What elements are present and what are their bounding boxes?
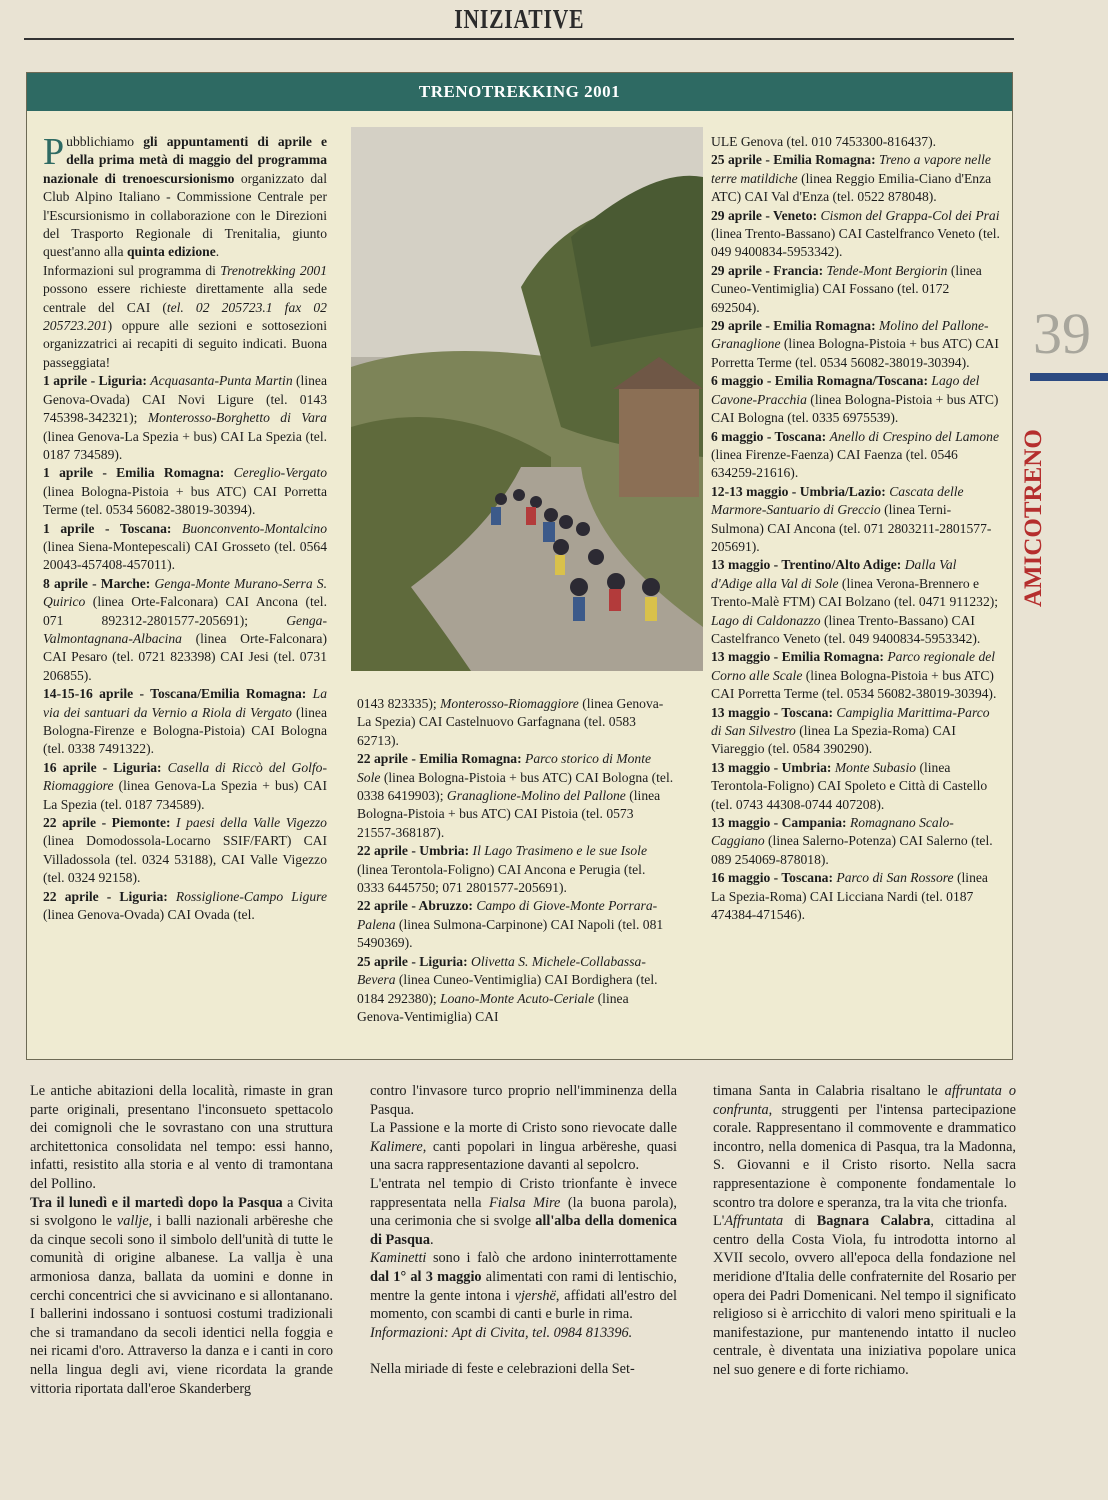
event-route: La via dei santuari da Vernio a Riola di Vergato — [43, 686, 327, 720]
event-date: 12-13 maggio - Umbria/Lazio: — [711, 483, 886, 499]
event-date: 29 aprile - Veneto: — [711, 207, 818, 223]
event-entry — [43, 464, 327, 519]
intro-text-2: organizzato dal Club Alpino Italiano - Commissione Centrale per l'Escursionismo in collaborazione con le Direzioni del Trasporto Regionale di Trenitalia, giunto quest'anno alla — [43, 170, 327, 260]
event-entry — [711, 814, 1001, 869]
article-paragraph — [370, 1119, 677, 1175]
event-route-2: Granaglione-Molino del Pallone — [446, 788, 626, 804]
article-text: La Passione e la morte di Cristo sono rievocate dalle — [370, 1120, 677, 1137]
article-bold: all'alba della domenica di Pasqua — [370, 1213, 677, 1248]
article-italic: Affruntata — [724, 1213, 784, 1230]
event-date: 22 aprile - Umbria: — [357, 843, 470, 859]
article-text: , cittadina al centro della Costa Viola, fu introdotta intorno al XVII secolo, ovvero all'epoca della fondazione nel meridione d'Italia delle confraternite del Rosario per opera dei Padri Domenicani. Nel tempo il significato religioso si è arricchito di valori meno spirituali e la manifestazione, pur mantenendo intatto il nucleo centrale, è diventata una iniziativa popolare unica nel suo genere e di forte richiamo. — [713, 1213, 1016, 1378]
event-entry — [357, 897, 675, 952]
event-entry — [711, 262, 1001, 317]
article-paragraph: Nella miriade di feste e celebrazioni della Set- — [370, 1361, 635, 1378]
event-details: (linea Genova-La Spezia + bus) CAI La Spezia (tel. 0187 734589). — [43, 778, 327, 812]
event-entry — [711, 556, 1001, 648]
article-bold: Bagnara Calabra — [816, 1213, 931, 1230]
article-italic: Kaminetti — [370, 1250, 427, 1267]
box-title: TRENOTREKKING 2001 — [27, 73, 1012, 111]
info-italic: Trenotrekking 2001 — [220, 262, 328, 278]
event-details: (linea Genova-Ovada) CAI Novi Ligure (tel. 0143 745398-342321); — [43, 373, 327, 426]
event-details: (linea Firenze-Faenza) CAI Faenza (tel. 0546 634259-21616). — [711, 446, 958, 481]
article-column-2 — [370, 1082, 677, 1379]
event-route: Parco regionale del Corno alle Scale — [711, 649, 996, 683]
event-details: (linea Bologna-Pistoia + bus ATC) CAI Porretta Terme (tel. 0534 56082-38019-30394). — [43, 483, 327, 518]
event-route-2: Monterosso-Borghetto di Vara — [147, 410, 327, 426]
intro-bold-2: quinta edizione — [127, 244, 216, 260]
intro-text-3: . — [215, 244, 220, 260]
event-route: Campiglia Marittima-Parco di San Silvestro — [711, 704, 990, 738]
event-details: (linea Bologna-Pistoia + bus ATC) CAI Bologna (tel. 0338 6419903); — [357, 769, 674, 804]
article-text: di — [783, 1213, 817, 1230]
event-route: Il Lago Trasimeno e le sue Isole — [472, 843, 647, 859]
info-text-2: possono essere richieste direttamente alla sede centrale del CAI ( — [43, 281, 327, 315]
event-date: 16 aprile - Liguria: — [43, 759, 162, 775]
event-date: 22 aprile - Liguria: — [43, 888, 168, 904]
event-entry — [357, 750, 675, 842]
event-entry — [711, 483, 1001, 557]
section-header — [24, 4, 1014, 40]
event-entry — [357, 953, 675, 1027]
article-text: alimentati con rami di lentischio, mentre la gente intona i — [370, 1268, 677, 1304]
event-date: 8 aprile - Marche: — [43, 575, 151, 591]
event-route: Dalla Val d'Adige alla Val di Sole — [711, 557, 957, 591]
event-date: 6 maggio - Emilia Romagna/Toscana: — [711, 373, 929, 389]
event-date: 25 aprile - Liguria: — [357, 953, 468, 969]
event-date: 1 aprile - Toscana: — [43, 520, 172, 536]
event-details: (linea Bologna-Firenze e Bologna-Pistoia) CAI Bologna (tel. 0338 7491322). — [43, 704, 327, 757]
intro-text: ubblichiamo — [66, 134, 144, 149]
box-column-2 — [357, 695, 675, 1026]
intro-bold: gli appuntamenti di aprile e della prima metà di maggio del programma nazionale di trenoescursionismo — [43, 134, 328, 186]
article-text: , struggenti per l'intensa partecipazione corale. Rappresentano il commovente e drammatico incontro, nella domenica di Pasqua, tra la Madonna, S. Giovanni e il Cristo risorto. Nella sacra rappresentazione è componente fondamentale lo scontro tra dolore e speranza, tra la vita che trionfa. — [713, 1101, 1016, 1211]
event-date: 13 maggio - Emilia Romagna: — [711, 649, 884, 665]
event-route: Romagnano Scalo-Caggiano — [711, 815, 954, 849]
event-details-2: (linea Trento-Bassano) CAI Castelfranco Veneto (tel. 049 9400834-5953342). — [711, 612, 981, 646]
info-text-3: ) oppure alle sezioni e sottosezioni organizzatrici ai recapiti di seguito indicati. Buona passeggiata! — [43, 318, 327, 370]
article-text: L' — [713, 1213, 725, 1230]
sidebar-accent-bar — [1030, 373, 1108, 381]
event-list-1 — [43, 372, 327, 924]
event-entry — [711, 207, 1001, 262]
event-date: 25 aprile - Emilia Romagna: — [711, 152, 876, 168]
page-number: 39 — [1033, 301, 1091, 366]
article-text: . — [430, 1231, 434, 1248]
event-details-2: (linea Genova-La Spezia + bus) CAI La Spezia (tel. 0187 734589). — [43, 428, 327, 462]
event-entry — [43, 372, 327, 464]
event-date: 22 aprile - Piemonte: — [43, 815, 171, 831]
event-details: (linea Bologna-Pistoia + bus ATC) CAI Porretta Terme (tel. 0534 56082-38019-30394). — [711, 667, 997, 702]
info-phone: tel. 02 205723.1 fax 02 205723.201 — [43, 299, 327, 334]
event-route: Treno a vapore nelle terre matildiche — [711, 152, 991, 186]
event-entry — [711, 428, 1001, 483]
event-route: Parco storico di Monte Sole — [357, 751, 652, 785]
box-column-1 — [43, 133, 327, 924]
event-entry — [711, 759, 1001, 814]
event-date: 22 aprile - Emilia Romagna: — [357, 751, 522, 767]
continued-text-2: (linea Genova-La Spezia) CAI Castelnuovo Garfagnana (tel. 0583 62713). — [357, 696, 664, 748]
event-date: 29 aprile - Francia: — [711, 262, 824, 278]
event-continuation — [357, 695, 675, 750]
event-date: 22 aprile - Abruzzo: — [357, 898, 473, 914]
event-details: (linea Reggio Emilia-Ciano d'Enza ATC) CAI Val d'Enza (tel. 0522 878048). — [711, 170, 992, 205]
event-route: Lago del Cavone-Pracchia — [711, 373, 980, 407]
event-details-2: (linea Bologna-Pistoia + bus ATC) CAI Pistoia (tel. 0573 21557-368187). — [357, 788, 661, 840]
event-date: 16 maggio - Toscana: — [711, 870, 833, 886]
event-entry — [711, 317, 1001, 372]
hikers-photo — [351, 127, 703, 671]
info-paragraph — [43, 262, 327, 372]
event-route: Parco di San Rossore — [836, 870, 954, 886]
article-italic: vallje — [116, 1213, 149, 1230]
article-text: L'entrata nel tempio di Cristo trionfante è invece rappresentata nella — [370, 1175, 677, 1211]
event-date: 29 aprile - Emilia Romagna: — [711, 318, 876, 334]
event-entry — [43, 759, 327, 814]
event-route: Anello di Crespino del Lamone — [829, 428, 999, 444]
event-entry — [711, 151, 1001, 206]
event-list-3 — [711, 151, 1001, 924]
event-entry — [43, 520, 327, 575]
event-details: (linea Trento-Bassano) CAI Castelfranco Veneto (tel. 049 9400834-5953342). — [711, 226, 1000, 260]
event-details: (linea Bologna-Pistoia + bus ATC) CAI Porretta Terme (tel. 0534 56082-38019-30394). — [711, 336, 999, 370]
event-details-2: (linea Orte-Falconara) CAI Pesaro (tel. 0721 823398) CAI Jesi (tel. 0731 206855). — [43, 630, 327, 683]
event-details: (linea La Spezia-Roma) CAI Licciana Nardi (tel. 0187 474384-471546). — [711, 870, 988, 923]
intro-paragraph — [43, 133, 327, 262]
event-route-2: Genga-Valmontagnana-Albacina — [43, 612, 327, 646]
article-text: timana Santa in Calabria risaltano le — [713, 1083, 945, 1099]
event-route-2: Loano-Monte Acuto-Ceriale — [440, 990, 595, 1006]
event-route: Olivetta S. Michele-Collabassa-Bevera — [357, 953, 646, 988]
article-italic: Fialsa Mire — [489, 1194, 561, 1211]
event-route: Cismon del Grappa-Col dei Prai — [820, 207, 1000, 223]
info-text: Informazioni sul programma di — [43, 262, 221, 278]
event-entry — [711, 869, 1001, 924]
article-text: sono i falò che ardono ininterrottamente — [426, 1250, 677, 1267]
event-route: Acquasanta-Punta Martin — [150, 373, 293, 389]
event-route: Tende-Mont Bergiorin — [826, 262, 948, 278]
event-entry — [43, 888, 327, 925]
article-paragraph — [713, 1082, 1016, 1212]
event-route: Casella di Riccò del Golfo-Riomaggiore — [43, 759, 328, 794]
article-italic: Kalimere — [370, 1138, 423, 1155]
event-details: (linea Salerno-Potenza) CAI Salerno (tel. 089 254069-878018). — [711, 833, 993, 867]
event-details: (linea La Spezia-Roma) CAI Viareggio (tel. 0584 390290). — [711, 723, 956, 757]
trenotrekking-box — [26, 72, 1013, 1060]
article-text: (la buona parola), una cerimonia che si svolge — [370, 1194, 677, 1230]
article-italic: vjershë — [514, 1287, 556, 1304]
event-details: (linea Orte-Falconara) CAI Ancona (tel. 071 892312-2801577-205691); — [43, 594, 327, 628]
continued-place: Monterosso-Riomaggiore — [440, 696, 579, 711]
event-details: (linea Sulmona-Carpinone) CAI Napoli (tel. 081 5490369). — [357, 916, 664, 951]
event-entry — [711, 648, 1001, 703]
article-text: a Civita si svolgono le — [30, 1194, 333, 1230]
event-details: (linea Terontola-Foligno) CAI Spoleto e Città di Castello (tel. 0743 44308-0744 407208). — [711, 759, 988, 812]
event-date: 13 maggio - Trentino/Alto Adige: — [711, 557, 902, 573]
article-info: Informazioni: Apt di Civita, tel. 0984 813396. — [370, 1324, 633, 1341]
article-italic: affruntata o confrunta — [713, 1083, 1016, 1118]
event-date: 13 maggio - Umbria: — [711, 759, 832, 775]
box-column-3 — [711, 133, 1001, 924]
article-bold: Tra il lunedì e il martedì dopo la Pasqua — [30, 1194, 283, 1211]
event-route: Monte Subasio — [834, 759, 917, 775]
event-details-2: (linea Genova-Ventimiglia) CAI — [357, 990, 629, 1024]
article-column-3 — [713, 1082, 1016, 1380]
event-route: Molino del Pallone-Granaglione — [711, 318, 989, 352]
event-details: (linea Terontola-Foligno) CAI Ancona e Perugia (tel. 0333 6445750; 071 2801577-205691). — [357, 861, 646, 896]
article-paragraph: Le antiche abitazioni della località, rimaste in gran parte originali, presentano l'inconsueto spettacolo dei comignoli che le sovrastano con una struttura architettonica consolidata nel tempo: essi hanno, infatti, resistito alla storia e al vento di tramontana del Pollino. — [30, 1083, 333, 1192]
event-details: (linea Verona-Brennero e Trento-Malè FTM) CAI Bolzano (tel. 0471 911232); — [711, 575, 999, 610]
event-details: (linea Siena-Montepescali) CAI Grosseto (tel. 0564 20043-457408-457011). — [43, 538, 327, 573]
event-details: (linea Cuneo-Ventimiglia) CAI Fossano (tel. 0172 692504). — [711, 262, 982, 315]
article-paragraph — [370, 1175, 677, 1249]
event-date: 14-15-16 aprile - Toscana/Emilia Romagna: — [43, 686, 307, 702]
event-route: Cascata delle Marmore-Santuario di Greccio — [711, 483, 964, 518]
event-date: 13 maggio - Toscana: — [711, 704, 833, 720]
event-route: Campo di Giove-Monte Porrara-Palena — [357, 898, 658, 932]
article-paragraph — [713, 1212, 1016, 1379]
article-paragraph: contro l'invasore turco proprio nell'imminenza della Pasqua. — [370, 1083, 677, 1118]
event-entry — [711, 372, 1001, 427]
section-title: INIZIATIVE — [453, 4, 585, 34]
event-route: Cereglio-Vergato — [233, 465, 327, 481]
event-details: (linea Genova-Ovada) CAI Ovada (tel. — [43, 907, 255, 923]
event-route: Buonconvento-Montalcino — [182, 520, 327, 536]
article-text: , i balli nazionali arbëreshe che da cinque secoli sono il simbolo dell'unità di tutte le comunità di origine albanese. La vallja è una armoniosa danza, ballata da uomini e donne in cerchi concentrici che si avvicinano e si allontanano. I ballerini indossano i sontuosi costumi tradizionali che si tramandano da secoli identici nella foggia e nei ricami d'oro. Attraverso la danza e i canti in coro nella lingua degli avi, viene ricordata la grande vittoria riportata dall'eroe Skanderberg — [30, 1213, 333, 1397]
event-entry — [357, 842, 675, 897]
event-date: 6 maggio - Toscana: — [711, 428, 827, 444]
event-entry — [43, 814, 327, 888]
event-date: 13 maggio - Campania: — [711, 815, 847, 831]
event-details: (linea Cuneo-Ventimiglia) CAI Bordighera (tel. 0184 292380); — [357, 972, 658, 1006]
article-paragraph — [30, 1194, 333, 1399]
event-date: 1 aprile - Emilia Romagna: — [43, 465, 225, 481]
event-route: Genga-Monte Murano-Serra S. Quirico — [43, 575, 327, 610]
article-text: , affidati all'estro del momento, con scambi di canti e burle in rima. — [370, 1287, 677, 1323]
event-details: (linea Terni-Sulmona) CAI Ancona (tel. 071 2803211-2801577-205691). — [711, 502, 992, 554]
section-label: AMICOTRENO — [1020, 429, 1047, 607]
event-date: 1 aprile - Liguria: — [43, 373, 147, 389]
event-route: I paesi della Valle Vigezzo — [176, 815, 327, 831]
article-bold: dal 1° al 3 maggio — [370, 1268, 482, 1285]
event-route-2: Lago di Caldonazzo — [711, 612, 821, 628]
event-entry — [43, 575, 327, 685]
article-paragraph — [370, 1249, 677, 1323]
photo-illustration — [351, 127, 703, 671]
event-list-2 — [357, 750, 675, 1026]
event-details: (linea Domodossola-Locarno SSIF/FART) CAI Villadossola (tel. 0324 53188), CAI Valle Vigezzo (tel. 0324 92158). — [43, 833, 327, 886]
event-entry — [43, 685, 327, 759]
article-column-1 — [30, 1082, 333, 1398]
dropcap: P — [43, 131, 65, 173]
event-details: (linea Bologna-Pistoia + bus ATC) CAI Bologna (tel. 0335 6975539). — [711, 391, 999, 426]
event-route: Rossiglione-Campo Ligure — [175, 888, 328, 904]
article-text: , canti popolari in lingua arbëreshe, quasi una sacra rappresentazione davanti al sepolcro. — [370, 1138, 677, 1174]
event-continuation-3 — [711, 133, 1001, 151]
event-entry — [711, 704, 1001, 759]
continued-text-3: ULE Genova (tel. 010 7453300-816437). — [711, 134, 937, 149]
continued-text: 0143 823335); — [357, 696, 441, 711]
